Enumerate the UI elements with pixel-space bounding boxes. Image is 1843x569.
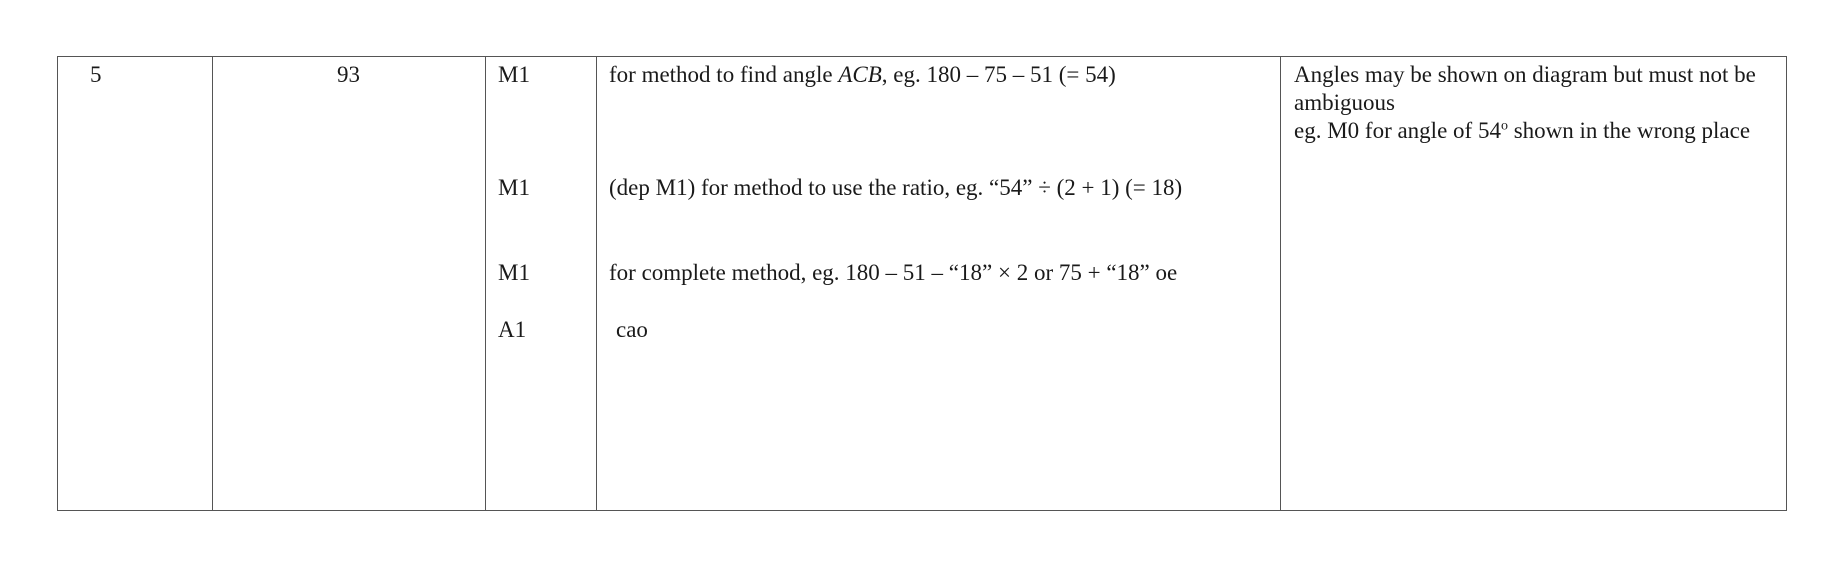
mark-guidance: cao <box>616 317 648 342</box>
mark-code: M1 <box>498 175 530 200</box>
mark-guidance: for complete method, eg. 180 – 51 – “18” × 2 or 75 + “18” oe <box>609 260 1178 285</box>
note-text: eg. M0 for angle of 54 <box>1294 118 1501 143</box>
column-divider <box>212 57 213 510</box>
mark-guidance-suffix: , eg. 180 – 75 – 51 (= 54) <box>881 62 1116 87</box>
mark-code: M1 <box>498 260 530 285</box>
column-divider <box>596 57 597 510</box>
column-divider <box>1280 57 1281 510</box>
degree-symbol: o <box>1500 118 1508 134</box>
additional-guidance <box>1294 61 1764 145</box>
mark-guidance-prefix: for method to find angle <box>609 62 839 87</box>
column-divider <box>485 57 486 510</box>
note-text: shown in the wrong place <box>1507 118 1751 143</box>
mark-scheme-table <box>57 56 1787 511</box>
mark-code: A1 <box>498 317 527 342</box>
mark-guidance: (dep M1) for method to use the ratio, eg. “54” ÷ (2 + 1) (= 18) <box>609 175 1183 200</box>
mark-guidance <box>609 61 1116 89</box>
question-number: 5 <box>90 62 102 87</box>
mark-code: M1 <box>498 62 530 87</box>
note-line: Angles may be shown on diagram but must not be ambiguous <box>1294 62 1756 115</box>
mark-guidance-italic: ACB <box>838 62 882 87</box>
note-line <box>1294 117 1764 145</box>
answer-cell: 93 <box>337 62 360 87</box>
